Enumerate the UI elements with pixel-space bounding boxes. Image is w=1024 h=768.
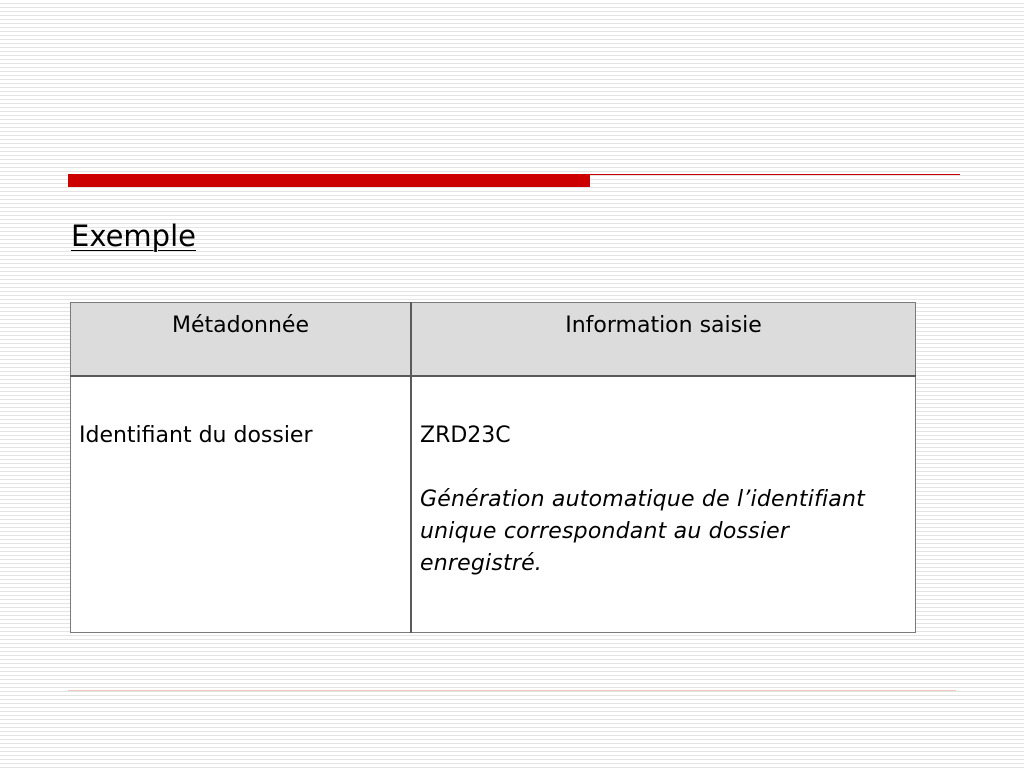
information-cell bbox=[411, 376, 916, 633]
information-value: ZRD23C bbox=[420, 423, 511, 448]
slide-title: Exemple bbox=[71, 219, 196, 253]
column-header-metadata bbox=[71, 303, 412, 377]
accent-bar-thick bbox=[68, 174, 590, 187]
accent-bar-thin bbox=[590, 174, 960, 175]
column-header-metadata-label: Métadonnée bbox=[171, 313, 309, 338]
table-header-row bbox=[71, 303, 916, 377]
column-header-information bbox=[411, 303, 916, 377]
column-header-information-label: Information saisie bbox=[565, 313, 762, 338]
table-row bbox=[71, 376, 916, 633]
footer-divider bbox=[68, 690, 956, 691]
information-note: Génération automatique de l’identifiant unique correspondant au dossier enregistré. bbox=[420, 487, 865, 576]
metadata-cell: Identifiant du dossier bbox=[71, 376, 412, 633]
metadata-table bbox=[70, 302, 916, 633]
